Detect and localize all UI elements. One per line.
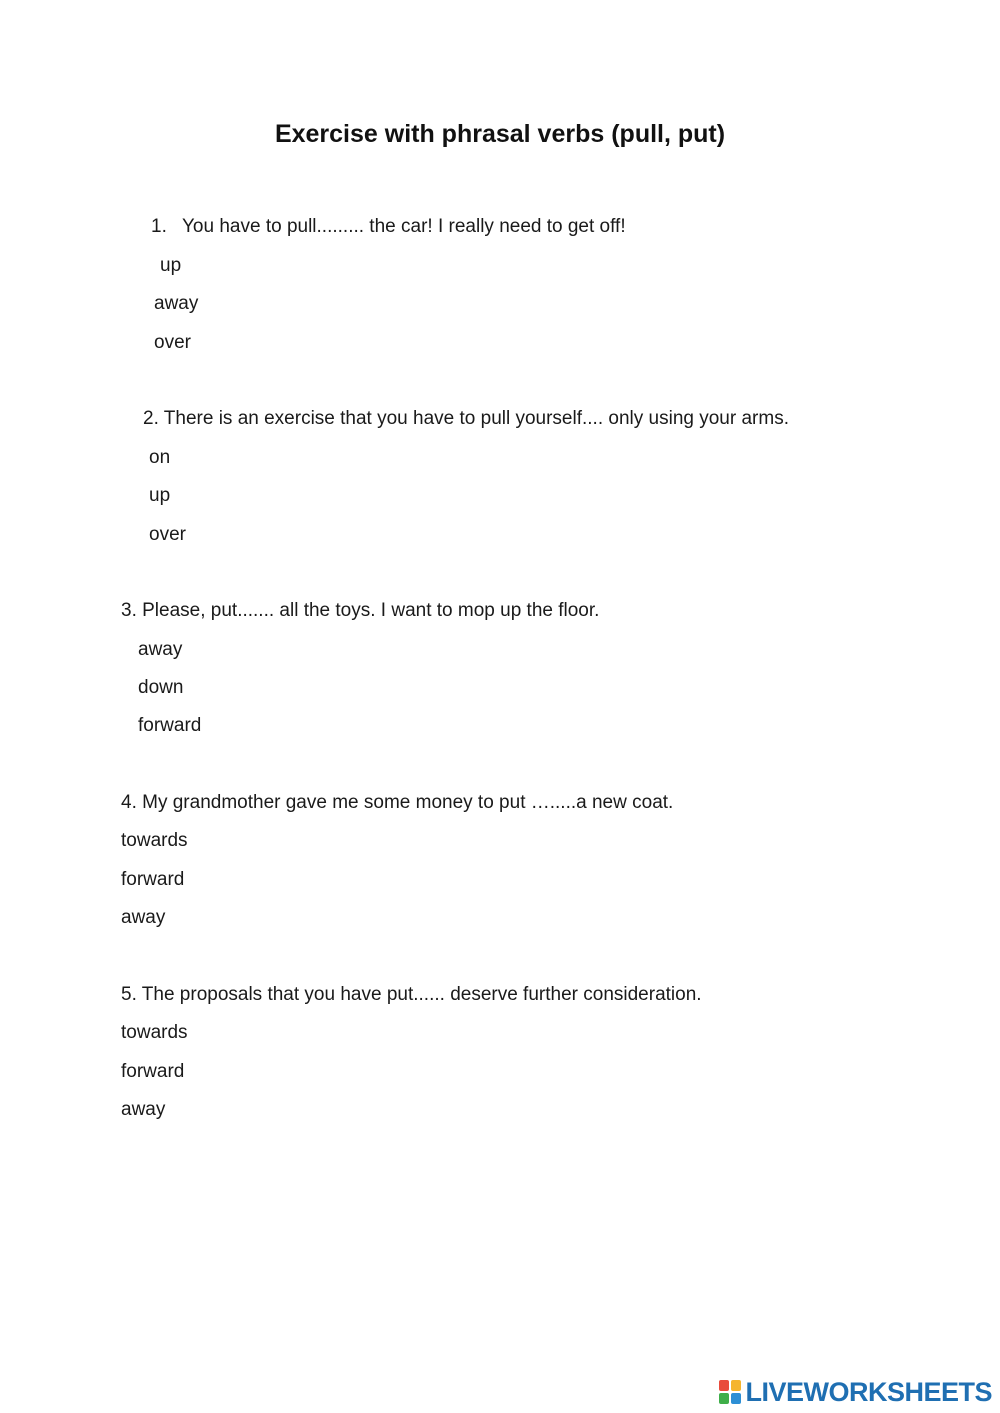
question-2-option-2[interactable]: up <box>149 485 171 506</box>
question-2-option-3[interactable]: over <box>149 524 186 545</box>
question-2-text: 2. There is an exercise that you have to pull yourself.... only using your arms. <box>143 408 789 429</box>
liveworksheets-logo[interactable] <box>719 1377 992 1407</box>
question-1-option-3[interactable]: over <box>154 332 191 353</box>
question-4-option-2[interactable]: forward <box>121 869 185 890</box>
question-3-option-3[interactable]: forward <box>138 715 202 736</box>
liveworksheets-logo-icon <box>719 1380 741 1404</box>
question-1-text: You have to pull......... the car! I really need to get off! <box>182 216 626 237</box>
question-3-option-2[interactable]: down <box>138 677 184 698</box>
question-1-number: 1. <box>151 216 167 237</box>
question-4-text: 4. My grandmother gave me some money to put ….....a new coat. <box>121 792 674 813</box>
question-3-option-1[interactable]: away <box>138 639 183 660</box>
question-4-option-1[interactable]: towards <box>121 830 188 851</box>
question-1-option-1[interactable]: up <box>160 255 182 276</box>
question-2-option-1[interactable]: on <box>149 447 171 468</box>
question-5-option-3[interactable]: away <box>121 1099 166 1120</box>
question-4-option-3[interactable]: away <box>121 907 166 928</box>
question-3-text: 3. Please, put....... all the toys. I want to mop up the floor. <box>121 600 600 621</box>
page-title: Exercise with phrasal verbs (pull, put) <box>274 120 726 148</box>
question-5-option-2[interactable]: forward <box>121 1061 185 1082</box>
question-5-text: 5. The proposals that you have put...... deserve further consideration. <box>121 984 702 1005</box>
question-5-option-1[interactable]: towards <box>121 1022 188 1043</box>
question-1-option-2[interactable]: away <box>154 293 199 314</box>
logo-text: LIVEWORKSHEETS <box>745 1377 992 1407</box>
